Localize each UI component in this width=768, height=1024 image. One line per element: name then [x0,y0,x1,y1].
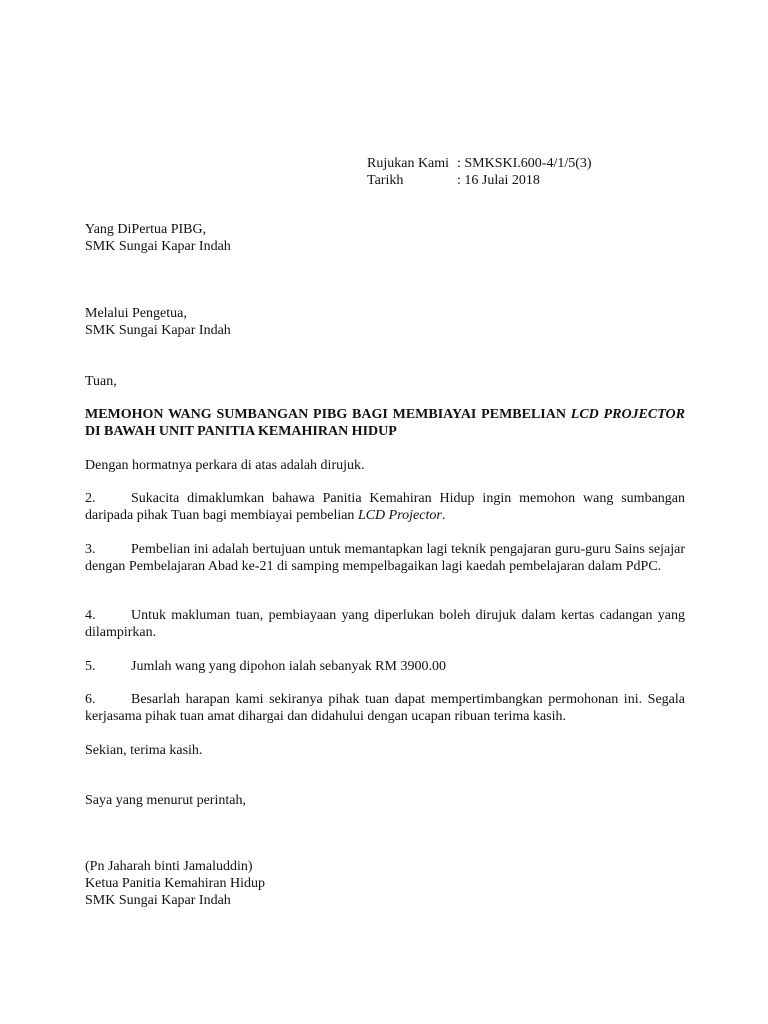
paragraph-number: 4. [85,608,96,623]
salutation: Tuan, [85,374,117,389]
via-address [85,305,685,339]
paragraph-number: 6. [85,692,96,707]
date-value: : 16 Julai 2018 [457,173,540,188]
subject-italic: LCD PROJECTOR [570,407,685,422]
paragraph-number: 5. [85,659,96,674]
paragraph-text: Pembelian ini adalah bertujuan untuk memantapkan lagi teknik pengajaran guru-guru Sains sejajar dengan Pembelajaran Abad ke-21 di samping mempelbagaikan lagi kaedah pembelajaran dalam PdPC. [85,542,685,574]
paragraph-italic: LCD Projector [357,508,442,523]
recipient-line-1: Yang DiPertua PIBG, [85,222,207,237]
sign-off-line: Saya yang menurut perintah, [85,793,246,808]
signatory-school: SMK Sungai Kapar Indah [85,893,231,908]
closing-line: Sekian, terima kasih. [85,743,203,758]
reference-block [367,155,592,189]
paragraph-5 [85,658,685,675]
paragraph-4 [85,607,685,641]
paragraph-6 [85,691,685,725]
signatory-block [85,858,685,909]
opening-line: Dengan hormatnya perkara di atas adalah dirujuk. [85,458,365,473]
paragraph-text: Untuk makluman tuan, pembiayaan yang diperlukan boleh dirujuk dalam kertas cadangan yang dilampirkan. [85,608,685,640]
reference-value: : SMKSKI.600-4/1/5(3) [457,156,592,171]
paragraph-number: 2. [85,491,96,506]
signatory-position: Ketua Panitia Kemahiran Hidup [85,876,266,891]
paragraph-text: Jumlah wang yang dipohon ialah sebanyak RM 3900.00 [131,659,446,674]
reference-row [367,155,592,172]
subject-heading [85,406,685,440]
signatory-name: (Pn Jaharah binti Jamaluddin) [85,859,253,874]
date-label: Tarikh [367,173,404,188]
date-row [367,172,592,189]
via-line-2: SMK Sungai Kapar Indah [85,323,231,338]
paragraph-text: Besarlah harapan kami sekiranya pihak tuan dapat mempertimbangkan permohonan ini. Segala kerjasama pihak tuan amat dihargai dan didahului dengan ucapan ribuan terima kasih. [85,692,685,724]
recipient-address [85,221,685,255]
paragraph-3 [85,541,685,575]
paragraph-number: 3. [85,542,96,557]
subject-part-2: DI BAWAH UNIT PANITIA KEMAHIRAN HIDUP [85,424,397,439]
paragraph-text: Sukacita dimaklumkan bahawa Panitia Kemahiran Hidup ingin memohon wang sumbangan daripada pihak Tuan bagi membiayai pembelian [85,491,685,523]
recipient-line-2: SMK Sungai Kapar Indah [85,239,231,254]
via-line-1: Melalui Pengetua, [85,306,187,321]
paragraph-2 [85,490,685,524]
paragraph-suffix: . [441,508,446,523]
subject-part-1: MEMOHON WANG SUMBANGAN PIBG BAGI MEMBIAYAI PEMBELIAN [85,407,566,422]
reference-label: Rujukan Kami [367,156,450,171]
